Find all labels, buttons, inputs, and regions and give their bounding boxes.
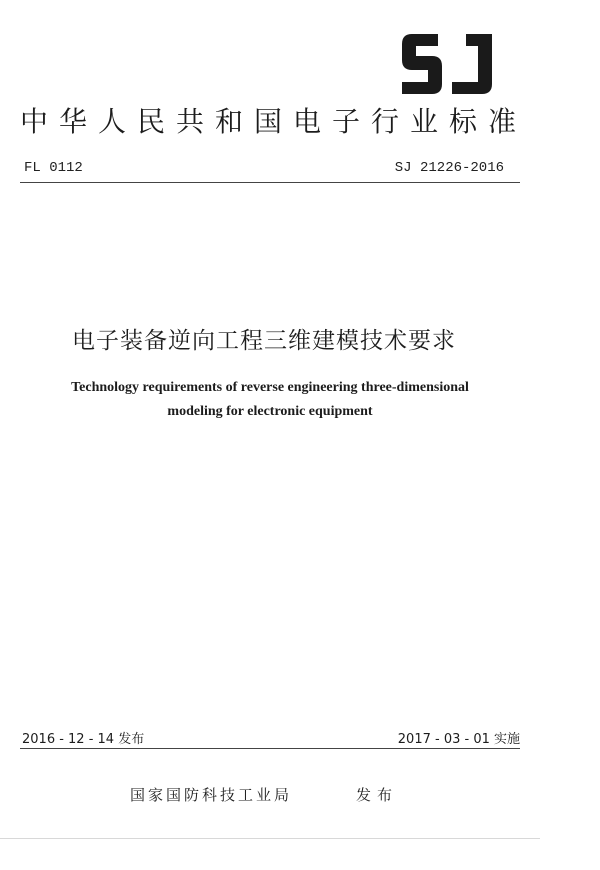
english-title-line-2: modeling for electronic equipment <box>167 404 373 419</box>
page-bottom-rule <box>0 838 540 839</box>
english-title-line-1: Technology requirements of reverse engineering three-dimensional <box>71 380 469 395</box>
sj-logo-graphic <box>396 30 496 98</box>
document-title-chinese: 电子装备逆向工程三维建模技术要求 <box>72 328 456 354</box>
header-divider <box>20 182 520 183</box>
standard-number: SJ 21226-2016 <box>394 160 504 176</box>
footer-divider <box>20 748 520 749</box>
standard-category-title: 中华人民共和国电子行业标准 <box>20 105 528 138</box>
sj-logo <box>396 30 496 98</box>
issuing-action: 发布 <box>356 786 399 804</box>
logo-letter-s <box>402 34 442 94</box>
classification-code: FL 0112 <box>24 160 83 176</box>
document-title-english <box>20 376 520 424</box>
logo-letter-j <box>452 34 492 94</box>
implementation-date: 2017 - 03 - 01 实施 <box>397 732 520 747</box>
publish-date: 2016 - 12 - 14 发布 <box>22 732 145 747</box>
issuing-authority: 国家国防科技工业局 <box>130 786 293 804</box>
